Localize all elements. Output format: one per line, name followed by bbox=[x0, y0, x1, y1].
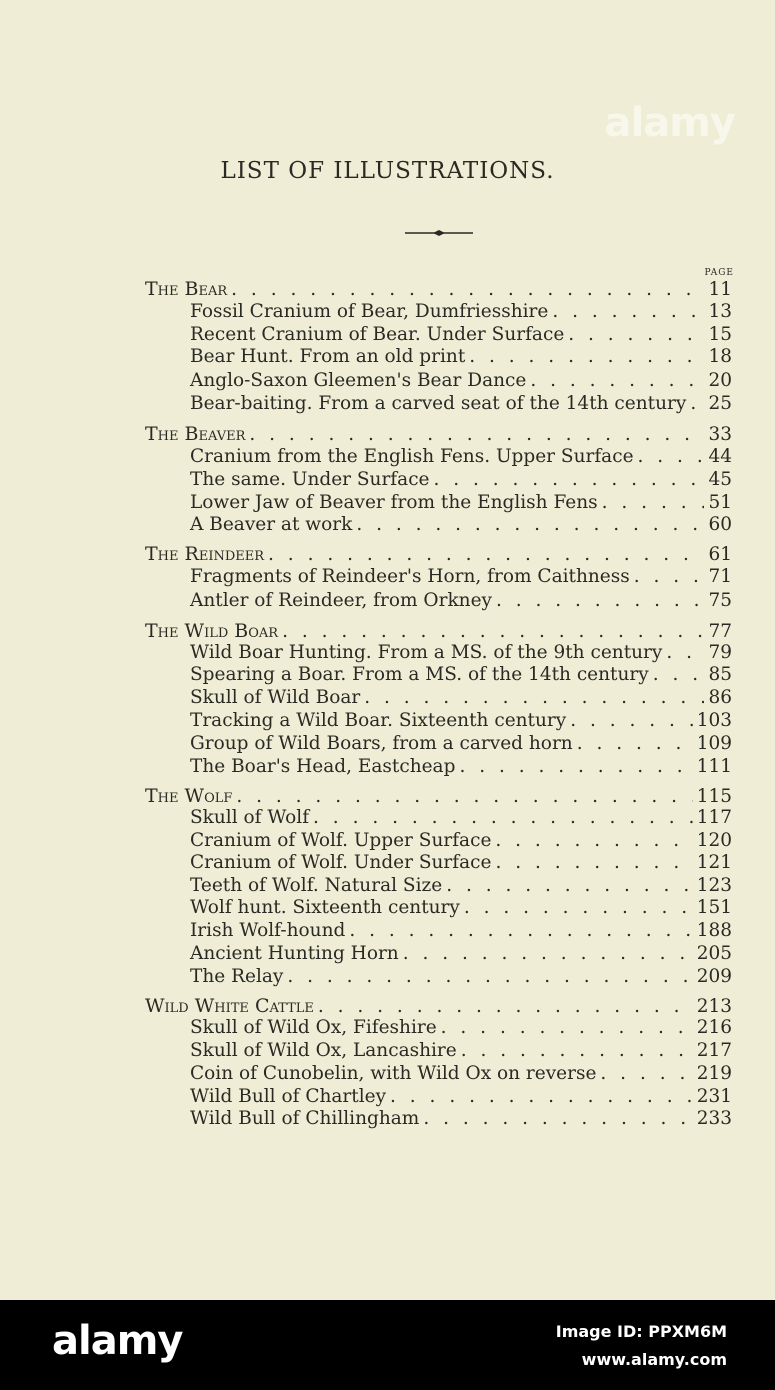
entry-title: Cranium of Wolf. Upper Surface bbox=[190, 830, 492, 851]
dot-leader bbox=[469, 346, 704, 368]
watermark-logo: alamy bbox=[604, 100, 735, 146]
entry-title: The Wild Boar bbox=[145, 620, 279, 642]
entry-page-number: 219 bbox=[696, 1063, 732, 1084]
dot-leader bbox=[231, 279, 704, 301]
entry-page-number: 86 bbox=[708, 687, 732, 708]
entry-title: The Wolf bbox=[145, 785, 233, 807]
entry-page-number: 13 bbox=[708, 301, 732, 322]
illustration-entry bbox=[190, 346, 732, 368]
entry-page-number: 71 bbox=[708, 566, 732, 587]
entry-page-number: 205 bbox=[696, 943, 732, 964]
illustration-entry bbox=[190, 1063, 732, 1085]
dot-leader bbox=[577, 733, 693, 755]
entry-title: Cranium of Wolf. Under Surface bbox=[190, 852, 492, 873]
entry-page-number: 188 bbox=[696, 920, 732, 941]
dot-leader bbox=[268, 544, 704, 566]
entry-title: Wild Boar Hunting. From a MS. of the 9th century bbox=[190, 642, 663, 663]
entry-title: Recent Cranium of Bear. Under Surface bbox=[190, 324, 565, 345]
page-column-header: PAGE bbox=[704, 268, 734, 278]
entry-page-number: 217 bbox=[696, 1040, 732, 1061]
illustration-entry bbox=[190, 756, 732, 778]
entry-title: Coin of Cunobelin, with Wild Ox on reverse bbox=[190, 1063, 597, 1084]
illustration-entry bbox=[190, 943, 732, 965]
footer-brand-logo: alamy bbox=[52, 1318, 183, 1364]
entry-page-number: 117 bbox=[696, 807, 732, 828]
dot-leader bbox=[403, 943, 693, 965]
illustration-entry bbox=[190, 1017, 732, 1039]
illustration-entry bbox=[190, 830, 732, 852]
entry-page-number: 123 bbox=[696, 875, 732, 896]
dot-leader bbox=[602, 492, 705, 514]
entry-page-number: 51 bbox=[708, 492, 732, 513]
section-entry bbox=[145, 620, 732, 643]
entry-page-number: 231 bbox=[696, 1086, 732, 1107]
section-entry bbox=[145, 423, 732, 446]
entry-page-number: 45 bbox=[708, 469, 732, 490]
section-entry bbox=[145, 785, 732, 808]
illustration-entry bbox=[190, 301, 732, 323]
dot-leader bbox=[634, 566, 705, 588]
entry-page-number: 44 bbox=[708, 446, 732, 467]
illustration-entry bbox=[190, 733, 732, 755]
entry-title: Wild Bull of Chillingham bbox=[190, 1108, 420, 1129]
illustration-entry bbox=[190, 393, 732, 415]
illustration-entry bbox=[190, 875, 732, 897]
dot-leader bbox=[666, 642, 704, 664]
entry-title: The Relay bbox=[190, 966, 284, 987]
entry-title: Fossil Cranium of Bear, Dumfriesshire bbox=[190, 301, 549, 322]
illustration-entry bbox=[190, 966, 732, 988]
illustration-entry bbox=[190, 897, 732, 919]
entry-page-number: 60 bbox=[708, 514, 732, 535]
ornament-rule bbox=[405, 230, 473, 236]
entry-title: Bear-baiting. From a carved seat of the 14th century bbox=[190, 393, 687, 414]
entry-page-number: 85 bbox=[708, 664, 732, 685]
entry-title: Tracking a Wild Boar. Sixteenth century bbox=[190, 710, 567, 731]
illustration-entry bbox=[190, 1040, 732, 1062]
illustration-entry bbox=[190, 642, 732, 664]
dot-leader bbox=[282, 621, 704, 643]
dot-leader bbox=[390, 1086, 693, 1108]
entry-page-number: 20 bbox=[708, 370, 732, 391]
illustration-entry bbox=[190, 1108, 732, 1130]
dot-leader bbox=[530, 370, 704, 392]
entry-page-number: 18 bbox=[708, 346, 732, 367]
entry-title: Lower Jaw of Beaver from the English Fens bbox=[190, 492, 598, 513]
dot-leader bbox=[287, 966, 692, 988]
illustration-entry bbox=[190, 370, 732, 392]
page-title: LIST OF ILLUSTRATIONS. bbox=[220, 158, 555, 184]
entry-title: Wild White Cattle bbox=[145, 995, 314, 1017]
entry-title: Wild Bull of Chartley bbox=[190, 1086, 387, 1107]
entry-title: Group of Wild Boars, from a carved horn bbox=[190, 733, 573, 754]
entry-title: Teeth of Wolf. Natural Size bbox=[190, 875, 443, 896]
dot-leader bbox=[249, 424, 704, 446]
dot-leader bbox=[496, 590, 704, 612]
entry-page-number: 79 bbox=[708, 642, 732, 663]
illustration-entry bbox=[190, 469, 732, 491]
dot-leader bbox=[568, 324, 704, 346]
dot-leader bbox=[423, 1108, 692, 1130]
dot-leader bbox=[349, 920, 692, 942]
entry-page-number: 103 bbox=[696, 710, 732, 731]
entry-page-number: 15 bbox=[708, 324, 732, 345]
entry-title: Bear Hunt. From an old print bbox=[190, 346, 466, 367]
illustration-entry bbox=[190, 1086, 732, 1108]
illustration-entry bbox=[190, 920, 732, 942]
image-id-label: Image ID: PPXM6M bbox=[555, 1322, 727, 1341]
entry-title: Skull of Wild Boar bbox=[190, 687, 361, 708]
illustration-entry bbox=[190, 687, 732, 709]
entry-page-number: 209 bbox=[696, 966, 732, 987]
dot-leader bbox=[495, 852, 692, 874]
entry-page-number: 111 bbox=[696, 756, 732, 777]
dot-leader bbox=[313, 807, 693, 829]
entry-title: The Beaver bbox=[145, 423, 246, 445]
illustration-entry bbox=[190, 807, 732, 829]
dot-leader bbox=[653, 664, 705, 686]
entry-title: The Boar's Head, Eastcheap bbox=[190, 756, 456, 777]
entry-title: Spearing a Boar. From a MS. of the 14th century bbox=[190, 664, 649, 685]
section-entry bbox=[145, 995, 732, 1018]
illustration-entry bbox=[190, 514, 732, 536]
entry-page-number: 121 bbox=[696, 852, 732, 873]
dot-leader bbox=[446, 875, 693, 897]
entry-title: Cranium from the English Fens. Upper Surface bbox=[190, 446, 634, 467]
dot-leader bbox=[690, 393, 704, 415]
illustration-entry bbox=[190, 710, 732, 732]
dot-leader bbox=[318, 996, 693, 1018]
entry-title: The Reindeer bbox=[145, 543, 265, 565]
entry-page-number: 25 bbox=[708, 393, 732, 414]
entry-title: Antler of Reindeer, from Orkney bbox=[190, 590, 492, 611]
illustration-entry bbox=[190, 590, 732, 612]
entry-page-number: 216 bbox=[696, 1017, 732, 1038]
entry-title: Anglo-Saxon Gleemen's Bear Dance bbox=[190, 370, 527, 391]
entry-page-number: 77 bbox=[708, 621, 732, 642]
illustration-entry bbox=[190, 446, 732, 468]
dot-leader bbox=[364, 687, 704, 709]
entry-title: The same. Under Surface bbox=[190, 469, 430, 490]
dot-leader bbox=[600, 1063, 692, 1085]
entry-title: Fragments of Reindeer's Horn, from Caithness bbox=[190, 566, 630, 587]
entry-page-number: 109 bbox=[696, 733, 732, 754]
illustration-entry bbox=[190, 664, 732, 686]
dot-leader bbox=[638, 446, 705, 468]
section-entry bbox=[145, 278, 732, 301]
entry-title: Skull of Wolf bbox=[190, 807, 310, 828]
entry-page-number: 75 bbox=[708, 590, 732, 611]
entry-page-number: 115 bbox=[696, 786, 732, 807]
entry-title: Ancient Hunting Horn bbox=[190, 943, 399, 964]
entry-page-number: 233 bbox=[696, 1108, 732, 1129]
entry-page-number: 213 bbox=[696, 996, 732, 1017]
section-entry bbox=[145, 543, 732, 566]
entry-title: Wolf hunt. Sixteenth century bbox=[190, 897, 460, 918]
dot-leader bbox=[434, 469, 705, 491]
illustration-entry bbox=[190, 492, 732, 514]
entry-title: Skull of Wild Ox, Fifeshire bbox=[190, 1017, 437, 1038]
illustration-entry bbox=[190, 852, 732, 874]
footer-url: www.alamy.com bbox=[581, 1350, 727, 1369]
entry-title: Skull of Wild Ox, Lancashire bbox=[190, 1040, 457, 1061]
dot-leader bbox=[570, 710, 692, 732]
dot-leader bbox=[356, 514, 704, 536]
dot-leader bbox=[495, 830, 692, 852]
entry-title: Irish Wolf-hound bbox=[190, 920, 346, 941]
entry-page-number: 11 bbox=[708, 279, 732, 300]
stock-photo-footer bbox=[0, 1300, 775, 1390]
entry-title: The Bear bbox=[145, 278, 228, 300]
dot-leader bbox=[236, 786, 692, 808]
dot-leader bbox=[552, 301, 704, 323]
entry-page-number: 33 bbox=[708, 424, 732, 445]
entry-page-number: 120 bbox=[696, 830, 732, 851]
entry-page-number: 151 bbox=[696, 897, 732, 918]
illustration-entry bbox=[190, 324, 732, 346]
dot-leader bbox=[464, 897, 693, 919]
dot-leader bbox=[441, 1017, 693, 1039]
entry-title: A Beaver at work bbox=[190, 514, 353, 535]
dot-leader bbox=[459, 756, 692, 778]
dot-leader bbox=[461, 1040, 693, 1062]
entry-page-number: 61 bbox=[708, 544, 732, 565]
illustration-entry bbox=[190, 566, 732, 588]
